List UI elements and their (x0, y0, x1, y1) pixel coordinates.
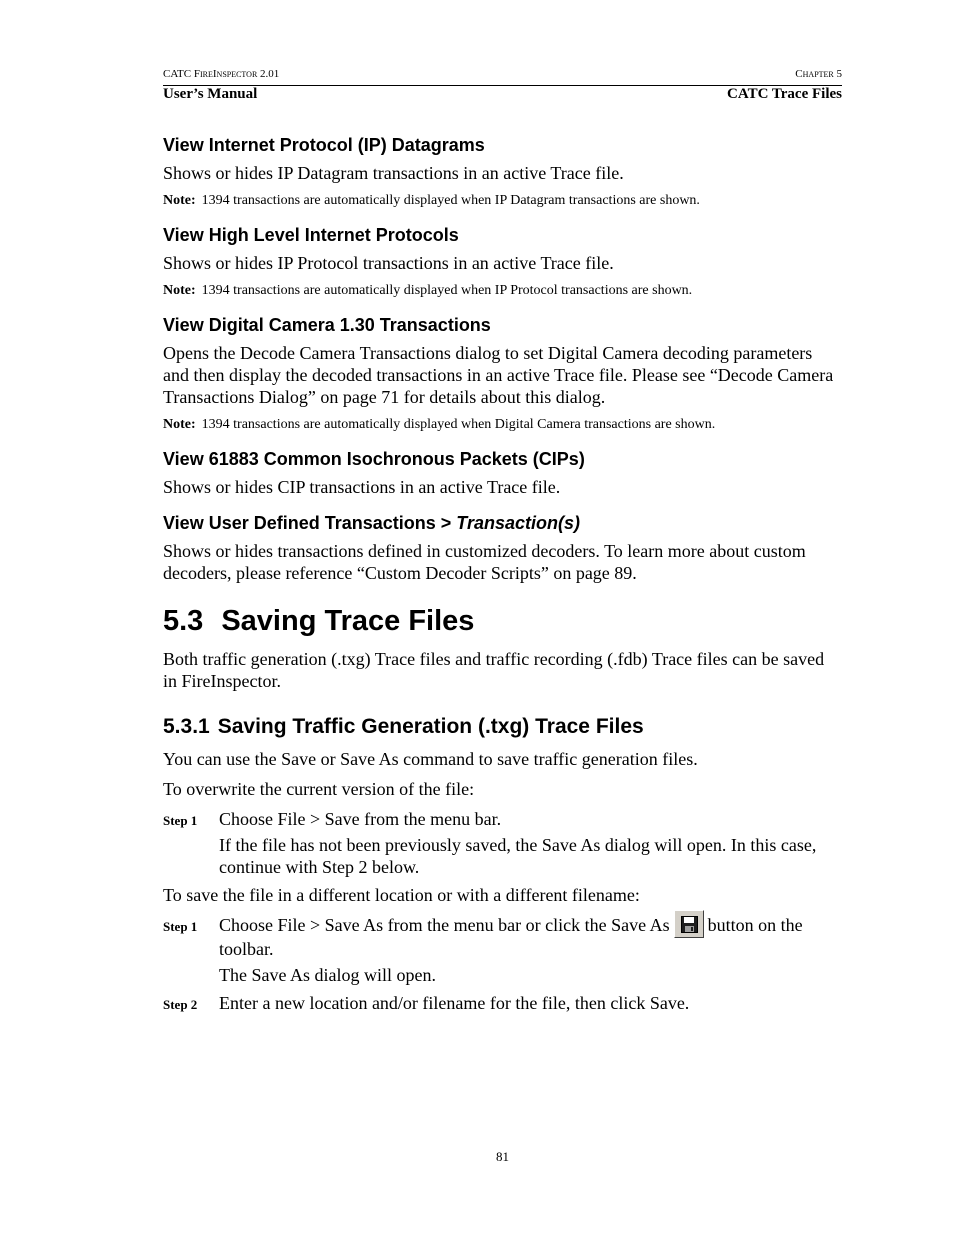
paragraph: To save the file in a different location or with a different filename: (163, 885, 640, 905)
step-label: Step 1 (163, 919, 198, 934)
step-detail: If the file has not been previously saved, the Save As dialog will open. In this case, continue with Step 2 below. (219, 835, 817, 877)
note-label: Note: (163, 193, 196, 208)
item-body: Opens the Decode Camera Transactions dialog to set Digital Camera decoding parameters and then display the decoded transactions in an active Trace file. Please see “Decode Camera Transactions Dialog” on page 71 for details about this dialog. (163, 343, 834, 407)
step (163, 808, 842, 830)
running-header-bottom (163, 86, 842, 103)
header-manual: User’s Manual (163, 86, 258, 102)
note-text: 1394 transactions are automatically displayed when IP Protocol transactions are shown. (201, 283, 693, 298)
note-label: Note: (163, 283, 196, 298)
document-page (163, 0, 842, 1235)
subsection-title: Saving Traffic Generation (.txg) Trace Files (217, 715, 644, 738)
note-text: 1394 transactions are automatically displayed when IP Datagram transactions are shown. (201, 193, 700, 208)
subsection-heading (163, 714, 842, 740)
step-label: Step 2 (163, 996, 198, 1012)
subsection-number: 5.3.1 (163, 715, 210, 738)
note-label: Note: (163, 417, 196, 432)
note (163, 282, 842, 300)
item-heading: View 61883 Common Isochronous Packets (CIPs) (163, 449, 585, 469)
paragraph: To overwrite the current version of the file: (163, 779, 475, 799)
save-as-button[interactable] (674, 910, 704, 938)
step-text-pre: Choose File > Save As from the menu bar or click the Save As (219, 915, 670, 935)
item-heading-italic: Transaction(s) (456, 513, 580, 533)
header-chapter-title: CATC Trace Files (727, 86, 842, 102)
header-product: CATC FireInspector 2.01 (163, 68, 280, 80)
step-text: Choose File > Save from the menu bar. (219, 809, 502, 829)
item-heading: View Internet Protocol (IP) Datagrams (163, 135, 485, 155)
item-heading (163, 512, 842, 534)
item-body: Shows or hides IP Protocol transactions in an active Trace file. (163, 253, 614, 273)
step (163, 914, 842, 960)
paragraph: You can use the Save or Save As command to save traffic generation files. (163, 749, 698, 769)
section-intro: Both traffic generation (.txg) Trace files and traffic recording (.fdb) Trace files can be saved in FireInspector. (163, 649, 825, 691)
page-content (163, 134, 842, 1018)
item-body: Shows or hides IP Datagram transactions in an active Trace file. (163, 163, 624, 183)
note-text: 1394 transactions are automatically displayed when Digital Camera transactions are shown. (201, 417, 716, 432)
header-chapter: Chapter 5 (795, 68, 842, 80)
floppy-disk-icon (681, 916, 698, 933)
section-title: Saving Trace Files (221, 605, 475, 637)
section-heading (163, 604, 842, 638)
step-label: Step 1 (163, 813, 198, 828)
note (163, 192, 842, 210)
step-text: Enter a new location and/or filename for the file, then click Save. (219, 992, 690, 1013)
running-header-top (163, 68, 842, 80)
step (163, 992, 842, 1014)
step-text-post: button on the toolbar. (219, 915, 803, 959)
item-heading: View High Level Internet Protocols (163, 225, 459, 245)
item-heading: View Digital Camera 1.30 Transactions (163, 315, 491, 335)
item-body: Shows or hides transactions defined in customized decoders. To learn more about custom decoders, please reference “Custom Decoder Scripts” on page 89. (163, 541, 806, 583)
item-heading-text: View User Defined Transactions > (163, 513, 457, 533)
page-number: 81 (496, 1149, 509, 1164)
section-number: 5.3 (163, 605, 204, 637)
note (163, 416, 842, 434)
step-detail: The Save As dialog will open. (219, 964, 436, 985)
item-body: Shows or hides CIP transactions in an active Trace file. (163, 477, 561, 497)
